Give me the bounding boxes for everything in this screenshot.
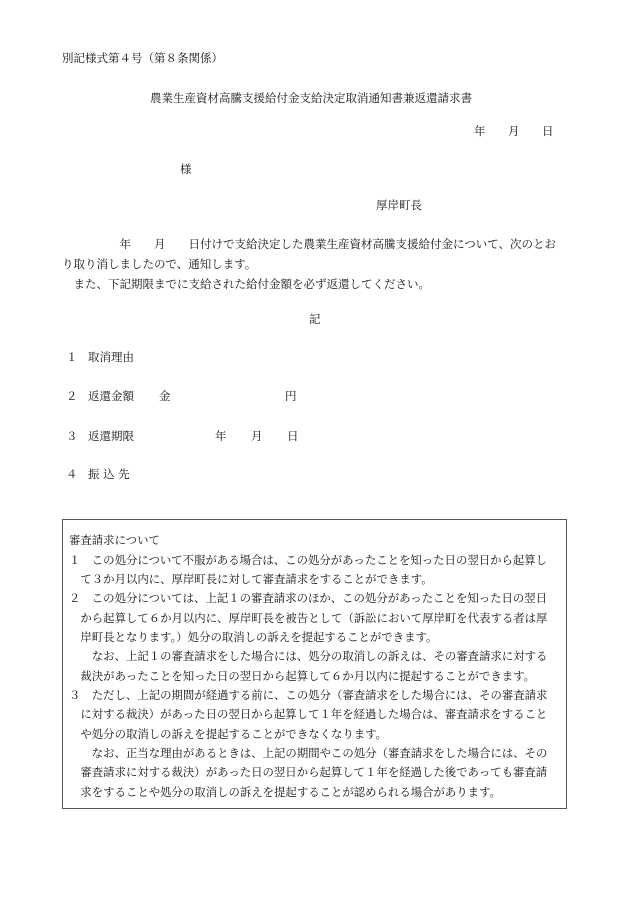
item-label: 返還金額: [88, 389, 134, 403]
document-title: 農業生産資材高騰支援給付金支給決定取消通知書兼返還請求書: [150, 91, 472, 105]
amount-yen-label: 円: [285, 389, 297, 403]
item-number: ２: [66, 389, 78, 403]
item-label: 返還期限: [88, 429, 134, 443]
addressee-honorific: 様: [180, 162, 192, 176]
item-number: ４: [66, 467, 78, 481]
amount-kin-label: 金: [159, 389, 171, 403]
notice-line: １ この処分について不服がある場合は、この処分があったことを知った日の翌日から起算し: [69, 553, 548, 567]
notice-line: に対する裁決）があった日の翌日から起算して１年を経過した場合は、審査請求をすること: [69, 707, 548, 721]
body-line: また、下記期限までに支給された給付金額を必ず返還してください。: [62, 277, 430, 291]
body-line: り取り消しましたので、通知します。: [62, 257, 257, 271]
notice-line: なお、上記１の審査請求をした場合には、処分の取消しの訴えは、その審査請求に対する: [69, 649, 548, 663]
appeal-notice-box: [62, 519, 567, 809]
deadline-month-label: 月: [251, 429, 263, 443]
notice-line: ３ ただし、上記の期間が経過する前に、この処分（審査請求をした場合には、その審査請求: [69, 688, 548, 702]
deadline-day-label: 日: [287, 429, 299, 443]
form-number: 別記様式第４号（第８条関係）: [62, 51, 223, 65]
notice-line: て３か月以内に、厚岸町長に対して審査請求をすることができます。: [69, 572, 433, 586]
date-month-label: 月: [508, 124, 520, 138]
item-label: 取消理由: [88, 350, 134, 364]
notification-body: [62, 234, 562, 294]
date-year-label: 年: [474, 124, 486, 138]
body-line: 年 月 日付けで支給決定した農業生産資材高騰支援給付金について、次のとお: [62, 237, 557, 251]
notice-line: 求をすることや処分の取消しの訴えを提起することが認められる場合があります。: [69, 785, 501, 799]
notice-line: ２ この処分については、上記１の審査請求のほか、この処分があったことを知った日の翌日: [69, 591, 548, 605]
item-number: １: [66, 350, 78, 364]
notice-heading: 審査請求について: [69, 533, 160, 547]
notice-line: 岸町長となります。）処分の取消しの訴えを提起することができます。: [69, 630, 438, 644]
notice-line: 裁決があったことを知った日の翌日から起算して６か月以内に提起することができます。: [69, 669, 535, 683]
sender-name: 厚岸町長: [376, 198, 422, 212]
deadline-year-label: 年: [215, 429, 227, 443]
notice-line: なお、正当な理由があるときは、上記の期間やこの処分（審査請求をした場合には、その: [69, 746, 548, 760]
item-label: 振 込 先: [88, 467, 130, 481]
notice-line: や処分の取消しの訴えを提起することができなくなります。: [69, 727, 388, 741]
date-day-label: 日: [542, 124, 554, 138]
notice-line: 審査請求に対する裁決）があった日の翌日から起算して１年を経過した後であっても審査請: [69, 765, 548, 779]
ki-heading: 記: [309, 312, 321, 326]
item-number: ３: [66, 429, 78, 443]
notice-line: から起算して６か月以内に、厚岸町長を被告として（訴訟において厚岸町を代表する者は厚: [69, 611, 548, 625]
